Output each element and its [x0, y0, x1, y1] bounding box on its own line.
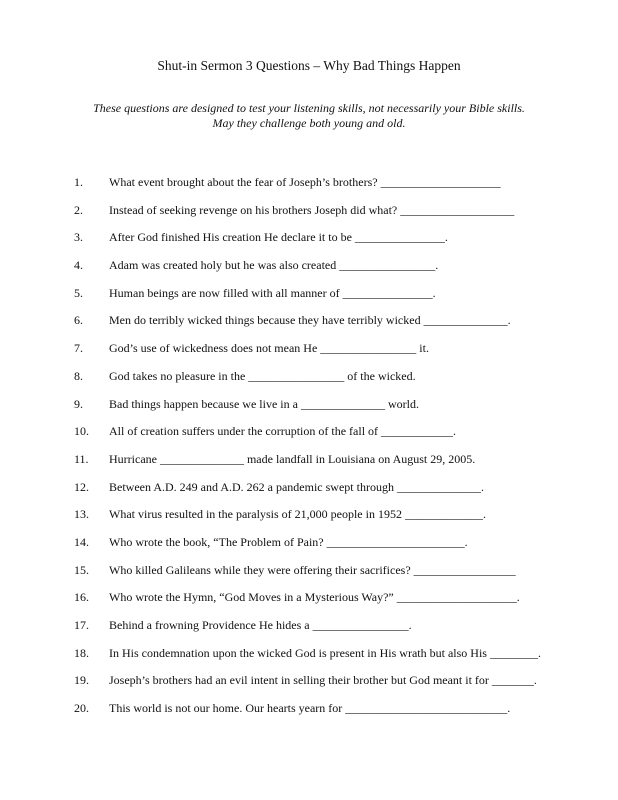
question-item	[0, 313, 618, 341]
question-text: Human beings are now filled with all manner of _______________.	[109, 285, 436, 300]
question-text: Joseph’s brothers had an evil intent in selling their brother but God meant it for _______.	[109, 673, 537, 688]
question-item	[0, 397, 618, 425]
question-number: 12.	[74, 479, 89, 494]
question-number: 8.	[74, 368, 83, 383]
question-number: 16.	[74, 590, 89, 605]
intro-text	[0, 101, 618, 131]
question-item	[0, 673, 618, 701]
question-text: Who wrote the Hymn, “God Moves in a Mysterious Way?” ____________________.	[109, 590, 520, 605]
question-item	[0, 286, 618, 314]
question-number: 18.	[74, 645, 89, 660]
question-number: 10.	[74, 424, 89, 439]
question-number: 3.	[74, 230, 83, 245]
question-number: 2.	[74, 202, 83, 217]
question-text: In His condemnation upon the wicked God is present in His wrath but also His ________.	[109, 645, 541, 660]
question-number: 5.	[74, 285, 83, 300]
page-title: Shut-in Sermon 3 Questions – Why Bad Things Happen	[157, 58, 461, 73]
question-number: 17.	[74, 618, 89, 632]
question-number: 20.	[74, 701, 89, 716]
question-list	[0, 175, 618, 729]
question-item	[0, 701, 618, 729]
question-number: 11.	[74, 451, 89, 466]
question-item	[0, 563, 618, 591]
question-text: Who killed Galileans while they were offering their sacrifices? _________________	[109, 562, 516, 577]
question-number: 15.	[74, 562, 89, 577]
question-text: What virus resulted in the paralysis of 21,000 people in 1952 _____________.	[109, 507, 486, 522]
question-number: 4.	[74, 258, 83, 273]
question-text: Who wrote the book, “The Problem of Pain? _______________________.	[109, 534, 468, 549]
question-text: Bad things happen because we live in a ______________ world.	[109, 396, 419, 411]
question-text: Men do terribly wicked things because they have terribly wicked ______________.	[109, 313, 511, 328]
question-number: 13.	[74, 507, 89, 522]
question-item	[0, 175, 618, 203]
question-number: 19.	[74, 673, 89, 688]
question-item	[0, 203, 618, 231]
question-text: Behind a frowning Providence He hides a ________________.	[109, 618, 412, 632]
question-item	[0, 424, 618, 452]
question-item	[0, 590, 618, 618]
question-text: God takes no pleasure in the ________________ of the wicked.	[109, 368, 416, 383]
question-item	[0, 258, 618, 286]
question-text: God’s use of wickedness does not mean He ________________ it.	[109, 341, 429, 356]
question-item	[0, 646, 618, 674]
question-text: Hurricane ______________ made landfall in Louisiana on August 29, 2005.	[109, 451, 476, 466]
intro-line-1: These questions are designed to test your listening skills, not necessarily your Bible skills.	[93, 101, 525, 115]
question-text: What event brought about the fear of Joseph’s brothers? ____________________	[109, 175, 501, 189]
question-item	[0, 341, 618, 369]
question-item	[0, 230, 618, 258]
question-text: Between A.D. 249 and A.D. 262 a pandemic swept through ______________.	[109, 479, 484, 494]
question-text: This world is not our home. Our hearts yearn for ___________________________.	[109, 701, 511, 716]
question-text: Instead of seeking revenge on his brothers Joseph did what? ___________________	[109, 202, 515, 217]
intro-line-2: May they challenge both young and old.	[212, 116, 406, 130]
question-item	[0, 535, 618, 563]
question-number: 7.	[74, 341, 83, 356]
question-text: After God finished His creation He declare it to be _______________.	[109, 230, 448, 245]
question-item	[0, 480, 618, 508]
question-number: 1.	[74, 175, 83, 189]
question-item	[0, 369, 618, 397]
question-number: 9.	[74, 396, 83, 411]
question-item	[0, 452, 618, 480]
question-text: Adam was created holy but he was also created ________________.	[109, 258, 439, 273]
question-number: 14.	[74, 534, 89, 549]
question-text: All of creation suffers under the corruption of the fall of ____________.	[109, 424, 457, 439]
question-number: 6.	[74, 313, 83, 328]
question-item	[0, 618, 618, 646]
question-item	[0, 507, 618, 535]
